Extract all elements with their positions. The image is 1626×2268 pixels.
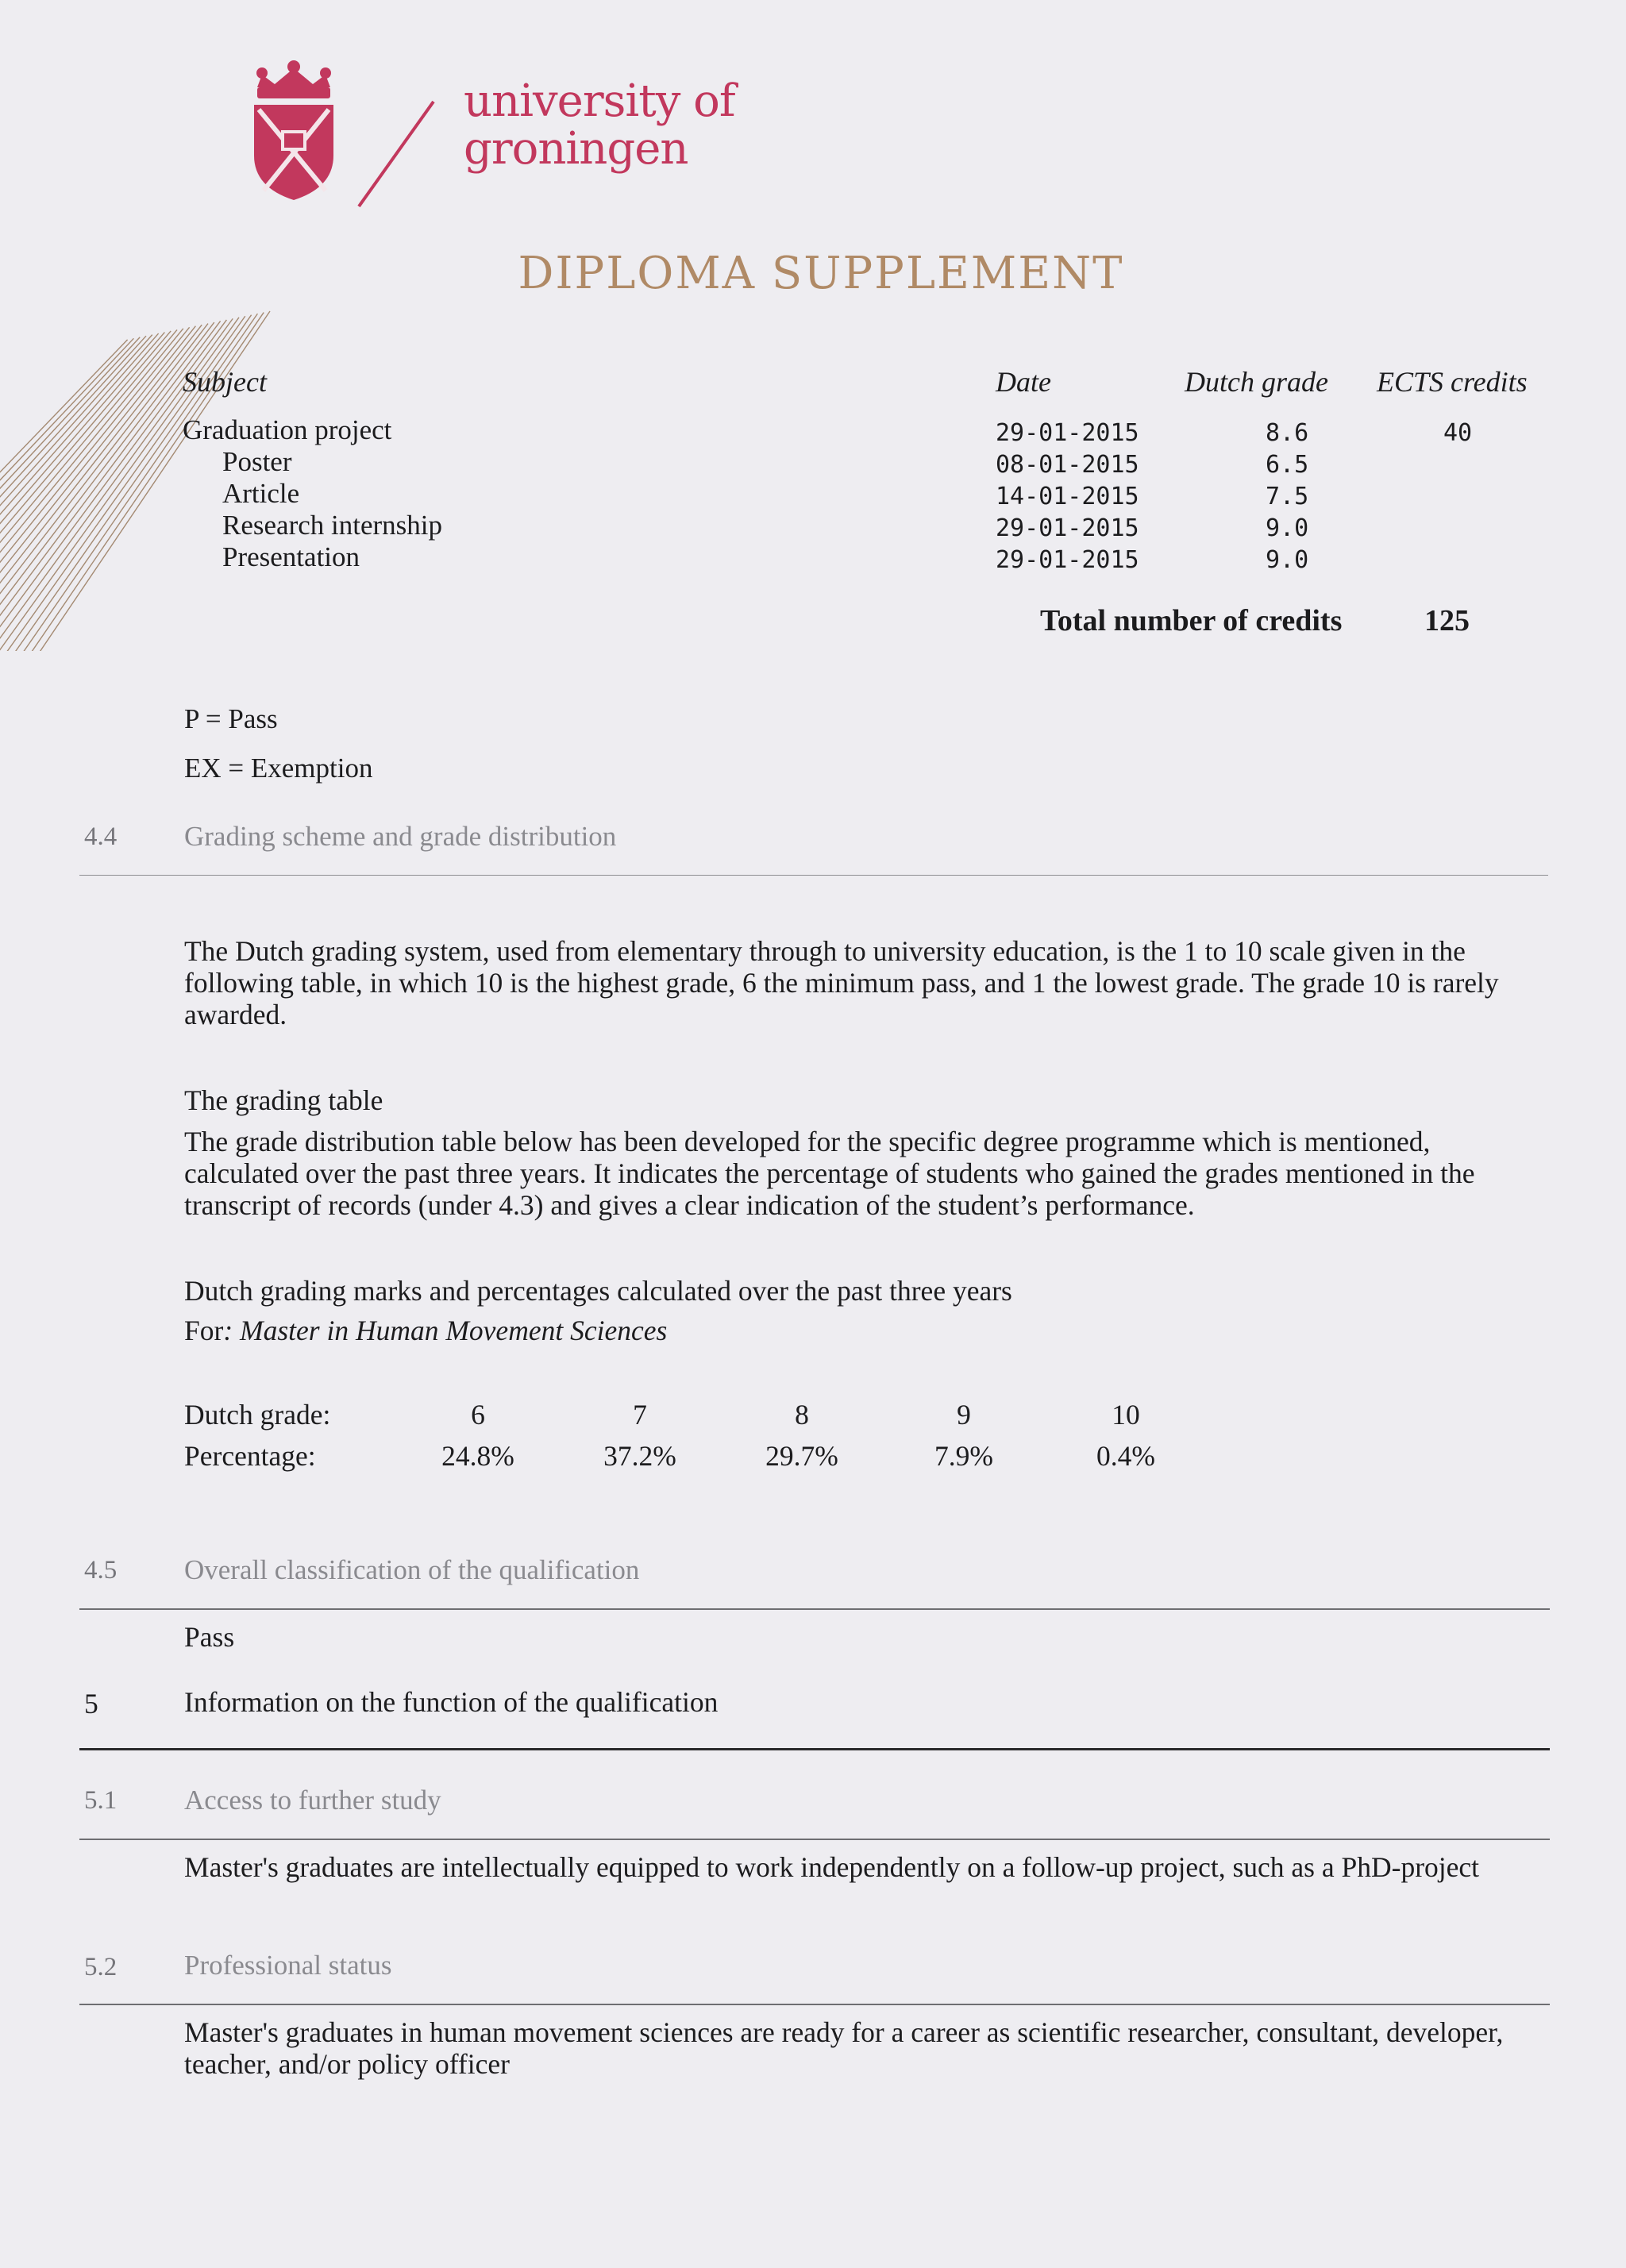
section-4-5-title: Overall classification of the qualification: [184, 1554, 640, 1585]
section-5-1-rule: [79, 1839, 1550, 1840]
row-dutch-grade: 9.0: [1266, 514, 1309, 542]
col-header-dutch-grade: Dutch grade: [1185, 366, 1328, 398]
dutch-grade-value: 6: [471, 1399, 485, 1430]
col-header-ects-credits: ECTS credits: [1377, 366, 1528, 398]
dutch-grade-value: 8: [795, 1399, 809, 1430]
percentage-value: 37.2%: [603, 1440, 676, 1472]
dutch-grade-value: 7: [633, 1399, 647, 1430]
section-4-4-title: Grading scheme and grade distribution: [184, 821, 617, 852]
row-date: 29-01-2015: [996, 419, 1139, 447]
row-date: 08-01-2015: [996, 451, 1139, 479]
section-5-2-title: Professional status: [184, 1950, 392, 1981]
row-date: 29-01-2015: [996, 546, 1139, 574]
grade-distribution-paragraph: The grade distribution table below has been developed for the specific degree programme which is mentioned, calculated over the past three years. It indicates the percentage of students who gained the grades mentioned in the transcript of records (under 4.3) and gives a clear indication of the student’s performance.: [184, 1126, 1475, 1221]
section-4-5-number: 4.5: [84, 1556, 118, 1585]
grading-marks-heading: Dutch grading marks and percentages calculated over the past three years: [184, 1275, 1012, 1307]
access-further-study-text: Master's graduates are intellectually equipped to work independently on a follow-up project, such as a PhD-project: [184, 1851, 1480, 1883]
for-label: For: [184, 1315, 224, 1346]
percentage-value: 24.8%: [441, 1440, 514, 1472]
grading-system-paragraph: The Dutch grading system, used from elementary through to university education, is the 1 to 10 scale given in the following table, in which 10 is the highest grade, 6 the minimum pass, and 1 the lowest grade. The grade 10 is rarely awarded.: [184, 935, 1499, 1030]
professional-status-text: Master's graduates in human movement sciences are ready for a career as scientific researcher, consultant, developer, teacher, and/or policy officer: [184, 2016, 1504, 2080]
percentage-value: 0.4%: [1096, 1440, 1155, 1472]
col-header-subject: Subject: [183, 366, 267, 398]
row-date: 14-01-2015: [996, 483, 1139, 510]
section-5-number: 5: [84, 1688, 98, 1719]
row-subject: Presentation: [222, 541, 360, 572]
university-name-line2: groningen: [464, 123, 688, 175]
col-header-date: Date: [996, 366, 1051, 398]
row-dutch-grade: 7.5: [1266, 483, 1309, 510]
row-date: 29-01-2015: [996, 514, 1139, 542]
section-5-rule: [79, 1748, 1550, 1750]
row-dutch-grade: 6.5: [1266, 451, 1309, 479]
section-4-5-rule: [79, 1608, 1550, 1610]
row-dutch-grade: 9.0: [1266, 546, 1309, 574]
section-5-2-number: 5.2: [84, 1953, 118, 1981]
percentage-value: 7.9%: [934, 1440, 993, 1472]
percentage-label: Percentage:: [184, 1440, 316, 1472]
row-dutch-grade: 8.6: [1266, 419, 1309, 447]
dutch-grade-label: Dutch grade:: [184, 1399, 331, 1430]
total-credits-value: 125: [1424, 604, 1470, 637]
row-subject: Article: [222, 478, 300, 509]
overall-classification-value: Pass: [184, 1621, 235, 1653]
section-5-2-rule: [79, 2004, 1550, 2005]
document-title: DIPLOMA SUPPLEMENT: [518, 248, 1124, 299]
section-4-4-rule: [79, 875, 1548, 876]
section-5-1-number: 5.1: [84, 1786, 118, 1815]
grading-table-heading: The grading table: [184, 1084, 383, 1116]
dutch-grade-value: 9: [957, 1399, 971, 1430]
row-subject: Research internship: [222, 510, 442, 541]
total-credits-label: Total number of credits: [1040, 604, 1343, 637]
university-name-line1: university of: [464, 75, 735, 127]
dutch-grade-value: 10: [1112, 1399, 1140, 1430]
section-5-1-title: Access to further study: [184, 1785, 441, 1816]
section-4-4-number: 4.4: [84, 822, 118, 851]
percentage-value: 29.7%: [765, 1440, 838, 1472]
row-subject: Poster: [222, 446, 292, 477]
programme-name: : Master in Human Movement Sciences: [223, 1315, 668, 1346]
legend-pass: P = Pass: [184, 703, 278, 734]
university-name: [464, 75, 735, 175]
row-subject: Graduation project: [183, 414, 392, 445]
university-crest-logo: [246, 60, 341, 203]
row-ects-credits: 40: [1443, 419, 1473, 447]
logo-slash-divider: [354, 98, 441, 210]
section-5-title: Information on the function of the qualification: [184, 1686, 719, 1718]
legend-exemption: EX = Exemption: [184, 753, 373, 784]
programme-line: [184, 1315, 667, 1346]
